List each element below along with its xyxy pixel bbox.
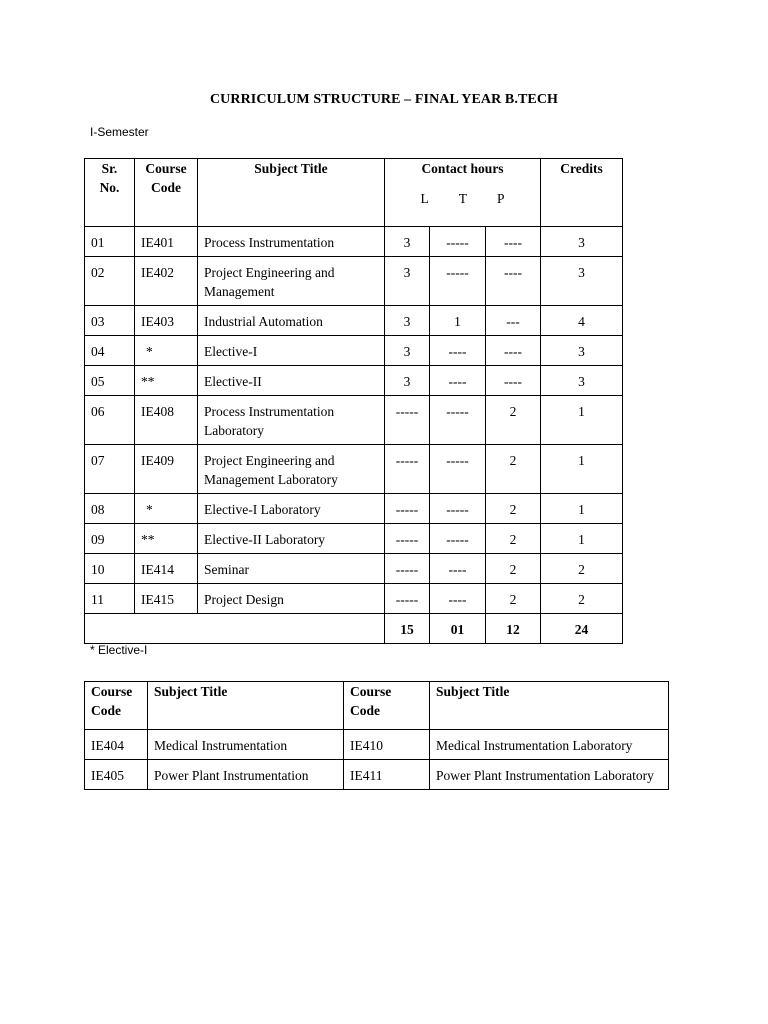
cell-title: Medical Instrumentation Laboratory [430, 730, 669, 760]
cell-credits: 3 [541, 366, 623, 396]
cell-sr: 06 [85, 396, 135, 445]
cell-code: IE405 [85, 760, 148, 790]
cell-credits: 3 [541, 227, 623, 257]
table-row [85, 366, 623, 396]
ltp-subheaders [391, 189, 534, 208]
header-course-code: Course Code [344, 682, 430, 730]
cell-title: Power Plant Instrumentation Laboratory [430, 760, 669, 790]
cell-t: ----- [430, 257, 486, 306]
cell-t: ----- [430, 445, 486, 494]
cell-sr: 07 [85, 445, 135, 494]
header-course-code: Course Code [135, 159, 198, 227]
table-row [85, 336, 623, 366]
cell-title: Process Instrumentation [198, 227, 385, 257]
cell-credits: 3 [541, 257, 623, 306]
cell-p: ---- [486, 257, 541, 306]
cell-t: ----- [430, 227, 486, 257]
semester-label: I-Semester [90, 125, 149, 139]
cell-title: Project Engineering and Management Laboratory [198, 445, 385, 494]
cell-sr: 05 [85, 366, 135, 396]
cell-t: ----- [430, 396, 486, 445]
table-header-row [85, 159, 623, 227]
cell-code: IE404 [85, 730, 148, 760]
cell-sr: 04 [85, 336, 135, 366]
cell-p: --- [486, 306, 541, 336]
cell-title: Elective-I Laboratory [198, 494, 385, 524]
curriculum-table [84, 158, 623, 644]
cell-title: Elective-II [198, 366, 385, 396]
cell-credits: 1 [541, 396, 623, 445]
totals-row [85, 614, 623, 644]
cell-p: ---- [486, 336, 541, 366]
cell-sr: 02 [85, 257, 135, 306]
cell-t: ---- [430, 366, 486, 396]
cell-code: IE408 [135, 396, 198, 445]
cell-sr: 10 [85, 554, 135, 584]
cell-l: ----- [385, 524, 430, 554]
cell-code: IE401 [135, 227, 198, 257]
header-subject-title: Subject Title [198, 159, 385, 227]
table-row [85, 494, 623, 524]
cell-p: 2 [486, 494, 541, 524]
table-row [85, 584, 623, 614]
cell-l: 3 [385, 257, 430, 306]
totals-blank-cell [85, 614, 385, 644]
cell-l: ----- [385, 584, 430, 614]
cell-t: ---- [430, 584, 486, 614]
table-row [85, 445, 623, 494]
cell-title: Process Instrumentation Laboratory [198, 396, 385, 445]
cell-credits: 2 [541, 584, 623, 614]
total-t: 01 [430, 614, 486, 644]
header-subject-title: Subject Title [430, 682, 669, 730]
cell-code: IE411 [344, 760, 430, 790]
page-title: CURRICULUM STRUCTURE – FINAL YEAR B.TECH [209, 92, 559, 107]
cell-title: Elective-II Laboratory [198, 524, 385, 554]
table-row [85, 306, 623, 336]
cell-credits: 1 [541, 445, 623, 494]
cell-sr: 08 [85, 494, 135, 524]
elective-note: * Elective-I [90, 643, 148, 657]
cell-p: 2 [486, 524, 541, 554]
cell-p: 2 [486, 554, 541, 584]
header-contact-hours [385, 159, 541, 227]
cell-code: ** [135, 524, 198, 554]
table-row [85, 554, 623, 584]
header-subject-title: Subject Title [148, 682, 344, 730]
cell-code: IE415 [135, 584, 198, 614]
cell-l: ----- [385, 396, 430, 445]
cell-p: 2 [486, 396, 541, 445]
cell-t: ----- [430, 524, 486, 554]
header-p: P [497, 191, 505, 206]
cell-sr: 03 [85, 306, 135, 336]
cell-t: ---- [430, 336, 486, 366]
cell-sr: 01 [85, 227, 135, 257]
cell-code: * [135, 336, 198, 366]
cell-t: ---- [430, 554, 486, 584]
cell-code: IE410 [344, 730, 430, 760]
cell-l: 3 [385, 227, 430, 257]
total-p: 12 [486, 614, 541, 644]
cell-p: 2 [486, 584, 541, 614]
contact-hours-label: Contact hours [421, 161, 504, 176]
table-row [85, 396, 623, 445]
table-row [85, 760, 669, 790]
elective-header-row [85, 682, 669, 730]
cell-credits: 1 [541, 524, 623, 554]
cell-code: IE402 [135, 257, 198, 306]
cell-l: ----- [385, 445, 430, 494]
cell-l: 3 [385, 366, 430, 396]
total-l: 15 [385, 614, 430, 644]
cell-sr: 11 [85, 584, 135, 614]
header-credits: Credits [541, 159, 623, 227]
cell-title: Elective-I [198, 336, 385, 366]
cell-sr: 09 [85, 524, 135, 554]
cell-l: 3 [385, 306, 430, 336]
table-row [85, 227, 623, 257]
header-course-code: Course Code [85, 682, 148, 730]
table-row [85, 730, 669, 760]
cell-credits: 1 [541, 494, 623, 524]
header-t: T [458, 191, 467, 206]
cell-p: ---- [486, 366, 541, 396]
cell-credits: 4 [541, 306, 623, 336]
table-row [85, 257, 623, 306]
cell-l: 3 [385, 336, 430, 366]
cell-p: 2 [486, 445, 541, 494]
cell-title: Seminar [198, 554, 385, 584]
cell-l: ----- [385, 494, 430, 524]
cell-p: ---- [486, 227, 541, 257]
cell-title: Project Design [198, 584, 385, 614]
cell-code: IE414 [135, 554, 198, 584]
elective-table [84, 681, 669, 790]
header-sr-no: Sr. No. [85, 159, 135, 227]
cell-code: IE403 [135, 306, 198, 336]
cell-credits: 2 [541, 554, 623, 584]
cell-title: Power Plant Instrumentation [148, 760, 344, 790]
cell-code: IE409 [135, 445, 198, 494]
cell-credits: 3 [541, 336, 623, 366]
cell-code: ** [135, 366, 198, 396]
cell-t: 1 [430, 306, 486, 336]
cell-title: Medical Instrumentation [148, 730, 344, 760]
header-l: L [420, 191, 429, 206]
cell-t: ----- [430, 494, 486, 524]
total-credits: 24 [541, 614, 623, 644]
cell-code: * [135, 494, 198, 524]
table-row [85, 524, 623, 554]
cell-title: Industrial Automation [198, 306, 385, 336]
cell-title: Project Engineering and Management [198, 257, 385, 306]
cell-l: ----- [385, 554, 430, 584]
